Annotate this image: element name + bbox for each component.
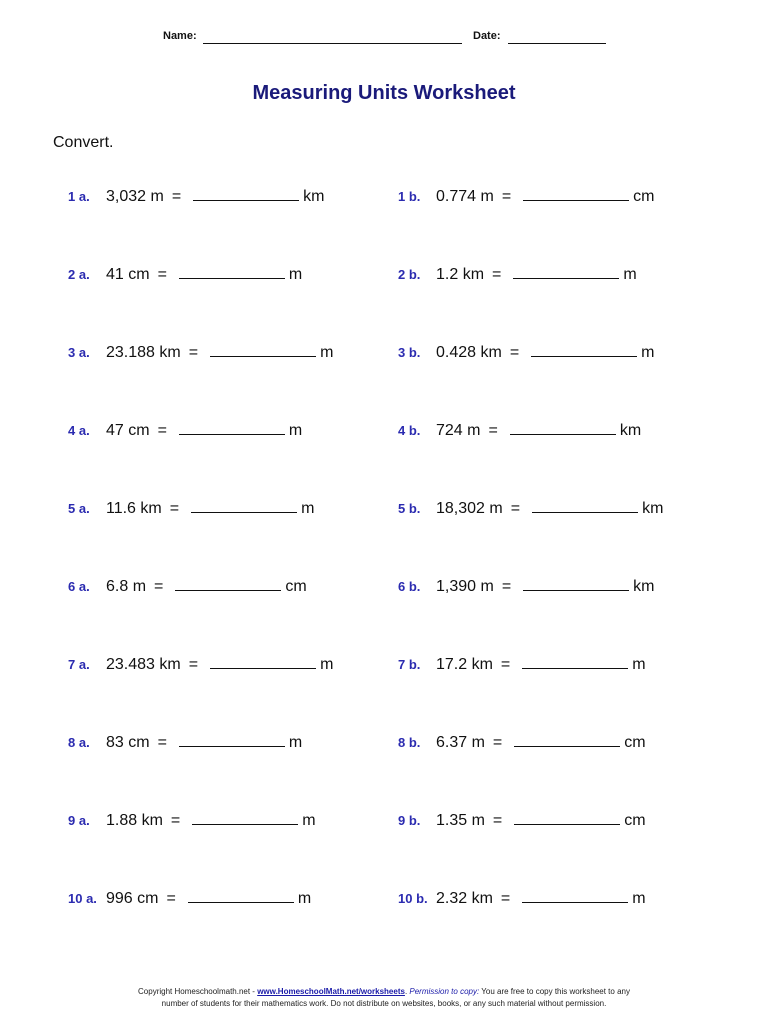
equals-sign: = bbox=[492, 266, 502, 283]
date-blank-line bbox=[508, 43, 606, 44]
target-unit: m bbox=[288, 734, 303, 751]
footer-copyright: Copyright Homeschoolmath.net - bbox=[138, 987, 258, 996]
answer-blank[interactable] bbox=[514, 810, 620, 825]
footer-permission-text: You are free to copy this worksheet to any bbox=[479, 987, 630, 996]
problem-value: 1.88 km bbox=[106, 812, 163, 829]
problem-number: 3 b. bbox=[398, 345, 421, 360]
problem-number: 6 a. bbox=[68, 579, 90, 594]
equals-sign: = bbox=[501, 188, 512, 205]
equals-sign: = bbox=[170, 812, 181, 829]
problem-value: 18,302 m bbox=[436, 500, 503, 517]
equals-sign: = bbox=[157, 266, 167, 283]
answer-blank[interactable] bbox=[179, 732, 285, 747]
footer-line-2: number of students for their mathematics work. Do not distribute on websites, books, or any such material without permission. bbox=[161, 999, 607, 1008]
problem-number: 7 b. bbox=[398, 657, 421, 672]
target-unit: m bbox=[297, 890, 312, 907]
problem-expression bbox=[106, 264, 302, 284]
problem-value: 17.2 km bbox=[436, 656, 493, 673]
problem-number: 2 a. bbox=[68, 267, 90, 282]
equals-sign: = bbox=[188, 344, 199, 361]
problem-number: 9 a. bbox=[68, 813, 90, 828]
problem-number: 5 b. bbox=[398, 501, 421, 516]
equals-sign: = bbox=[157, 734, 167, 751]
answer-blank[interactable] bbox=[179, 420, 285, 435]
problem-number: 1 b. bbox=[398, 189, 421, 204]
problem-expression bbox=[436, 498, 663, 518]
answer-blank[interactable] bbox=[210, 342, 316, 357]
equals-sign: = bbox=[166, 890, 176, 907]
problem-number: 1 a. bbox=[68, 189, 90, 204]
problem-expression bbox=[436, 264, 637, 284]
equals-sign: = bbox=[501, 578, 512, 595]
problem-number: 8 a. bbox=[68, 735, 90, 750]
problem-expression bbox=[106, 186, 324, 206]
problem-number: 10 a. bbox=[68, 891, 97, 906]
problem-expression bbox=[106, 420, 302, 440]
answer-blank[interactable] bbox=[513, 264, 619, 279]
answer-blank[interactable] bbox=[522, 888, 628, 903]
target-unit: m bbox=[320, 656, 334, 673]
answer-blank[interactable] bbox=[175, 576, 281, 591]
footer-link[interactable]: www.HomeschoolMath.net/worksheets bbox=[257, 987, 405, 996]
problem-value: 996 cm bbox=[106, 890, 159, 907]
target-unit: m bbox=[623, 266, 637, 283]
problem-expression bbox=[436, 420, 641, 440]
problem-expression bbox=[106, 810, 316, 830]
target-unit: m bbox=[632, 656, 646, 673]
problem-number: 2 b. bbox=[398, 267, 421, 282]
target-unit: cm bbox=[285, 578, 307, 595]
problem-value: 2.32 km bbox=[436, 890, 493, 907]
problem-expression bbox=[436, 654, 646, 674]
problem-value: 1.2 km bbox=[436, 266, 485, 283]
problem-value: 41 cm bbox=[106, 266, 150, 283]
problem-expression bbox=[436, 342, 654, 362]
problem-expression bbox=[106, 498, 314, 518]
target-unit: cm bbox=[624, 734, 646, 751]
answer-blank[interactable] bbox=[532, 498, 638, 513]
problem-value: 83 cm bbox=[106, 734, 150, 751]
target-unit: m bbox=[641, 344, 655, 361]
problem-number: 4 a. bbox=[68, 423, 90, 438]
problem-expression bbox=[106, 732, 302, 752]
problem-value: 23.188 km bbox=[106, 344, 181, 361]
problem-number: 10 b. bbox=[398, 891, 428, 906]
problem-value: 6.8 m bbox=[106, 578, 147, 595]
worksheet-title: Measuring Units Worksheet bbox=[252, 82, 516, 104]
footer-line-1: Copyright Homeschoolmath.net - www.HomeschoolMath.net/worksheets. Permission to copy: You are free to copy this worksheet to any bbox=[138, 987, 630, 996]
footer-permission-label: Permission to copy: bbox=[409, 987, 480, 996]
equals-sign: = bbox=[169, 500, 180, 517]
problem-expression bbox=[106, 342, 333, 362]
problem-number: 3 a. bbox=[68, 345, 90, 360]
problem-number: 7 a. bbox=[68, 657, 90, 672]
problem-expression bbox=[106, 576, 307, 596]
problem-value: 1,390 m bbox=[436, 578, 494, 595]
answer-blank[interactable] bbox=[210, 654, 316, 669]
problem-number: 6 b. bbox=[398, 579, 421, 594]
problem-value: 6.37 m bbox=[436, 734, 485, 751]
target-unit: m bbox=[301, 500, 315, 517]
answer-blank[interactable] bbox=[523, 186, 629, 201]
problem-value: 11.6 km bbox=[106, 500, 162, 517]
answer-blank[interactable] bbox=[188, 888, 294, 903]
answer-blank[interactable] bbox=[531, 342, 637, 357]
problem-number: 5 a. bbox=[68, 501, 90, 516]
target-unit: km bbox=[633, 578, 655, 595]
equals-sign: = bbox=[492, 734, 503, 751]
instruction-text: Convert. bbox=[53, 134, 114, 151]
problem-value: 1.35 m bbox=[436, 812, 485, 829]
problem-expression bbox=[436, 888, 646, 908]
name-label: Name: bbox=[163, 30, 197, 42]
target-unit: m bbox=[320, 344, 334, 361]
equals-sign: = bbox=[188, 656, 199, 673]
answer-blank[interactable] bbox=[523, 576, 629, 591]
problem-expression bbox=[436, 576, 654, 596]
equals-sign: = bbox=[509, 344, 520, 361]
equals-sign: = bbox=[157, 422, 167, 439]
problem-expression bbox=[436, 810, 646, 830]
target-unit: km bbox=[642, 500, 664, 517]
target-unit: m bbox=[288, 422, 303, 439]
problem-number: 8 b. bbox=[398, 735, 421, 750]
problem-expression bbox=[436, 186, 654, 206]
answer-blank[interactable] bbox=[522, 654, 628, 669]
target-unit: cm bbox=[633, 188, 655, 205]
equals-sign: = bbox=[500, 656, 511, 673]
name-blank-line bbox=[203, 43, 462, 44]
target-unit: cm bbox=[624, 812, 646, 829]
target-unit: km bbox=[303, 188, 325, 205]
answer-blank[interactable] bbox=[179, 264, 285, 279]
answer-blank[interactable] bbox=[514, 732, 620, 747]
problem-number: 4 b. bbox=[398, 423, 421, 438]
problem-expression bbox=[106, 654, 333, 674]
answer-blank[interactable] bbox=[191, 498, 297, 513]
date-label: Date: bbox=[473, 30, 501, 42]
target-unit: m bbox=[302, 812, 316, 829]
answer-blank[interactable] bbox=[192, 810, 298, 825]
footer bbox=[0, 986, 768, 1010]
equals-sign: = bbox=[492, 812, 503, 829]
target-unit: km bbox=[619, 422, 642, 439]
answer-blank[interactable] bbox=[193, 186, 299, 201]
problem-number: 9 b. bbox=[398, 813, 421, 828]
answer-blank[interactable] bbox=[510, 420, 616, 435]
target-unit: m bbox=[288, 266, 303, 283]
equals-sign: = bbox=[171, 188, 182, 205]
problem-value: 47 cm bbox=[106, 422, 150, 439]
equals-sign: = bbox=[510, 500, 521, 517]
problem-expression bbox=[436, 732, 646, 752]
equals-sign: = bbox=[488, 422, 498, 439]
problem-value: 23.483 km bbox=[106, 656, 181, 673]
problem-value: 3,032 m bbox=[106, 188, 164, 205]
problem-value: 724 m bbox=[436, 422, 481, 439]
problem-value: 0.428 km bbox=[436, 344, 502, 361]
problem-value: 0.774 m bbox=[436, 188, 494, 205]
equals-sign: = bbox=[500, 890, 511, 907]
problem-expression bbox=[106, 888, 311, 908]
target-unit: m bbox=[632, 890, 646, 907]
equals-sign: = bbox=[154, 578, 164, 595]
